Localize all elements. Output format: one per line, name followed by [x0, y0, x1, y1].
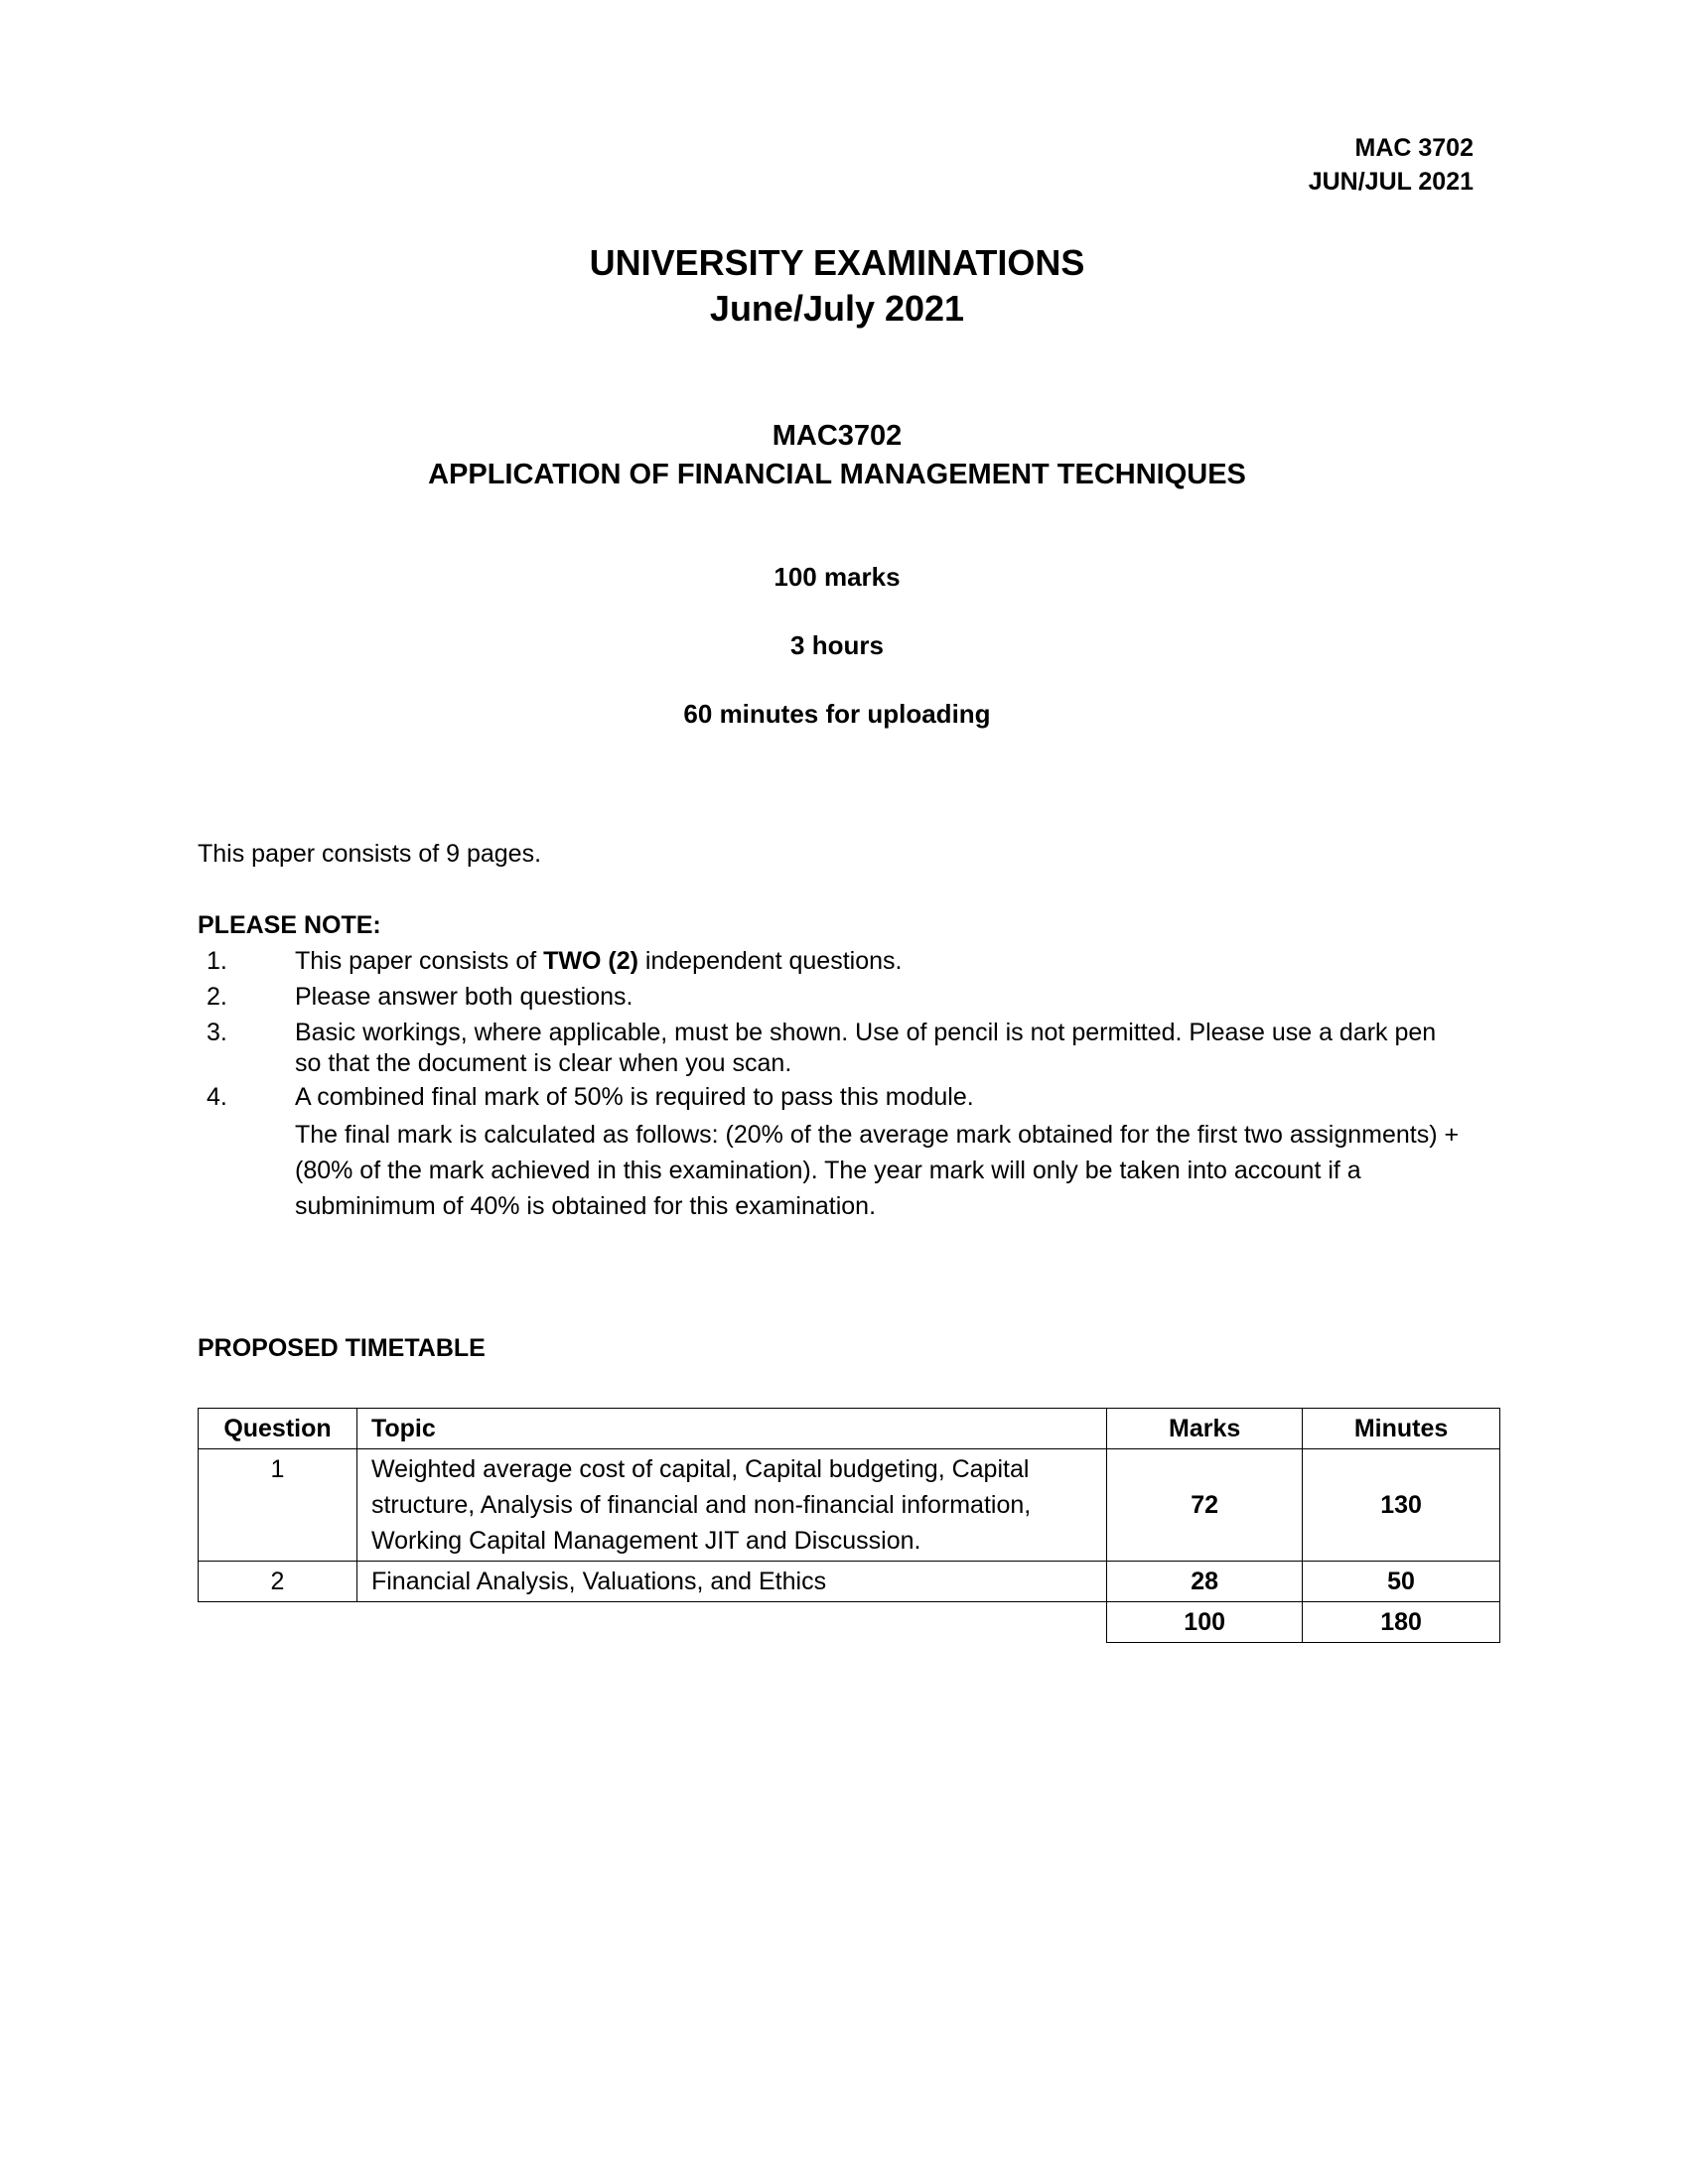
table-header-row — [199, 1409, 1500, 1449]
module-code: MAC3702 — [772, 420, 903, 452]
minutes: 130 — [1303, 1449, 1500, 1562]
note-text: Please answer both questions. — [295, 983, 633, 1011]
question-number: 1 — [199, 1449, 357, 1562]
table-row — [199, 1449, 1500, 1562]
note-text: Basic workings, where applicable, must be shown. Use of pencil is not permitted. Please use a dark pen so that the document is clear when you scan. — [295, 1019, 1437, 1077]
module-info — [0, 417, 1674, 494]
note-emphasis: TWO (2) — [543, 947, 638, 975]
total-marks: 100 marks — [774, 562, 901, 592]
col-header-minutes: Minutes — [1303, 1409, 1500, 1449]
minutes: 50 — [1303, 1562, 1500, 1602]
note-text: A combined final mark of 50% is required to pass this module. — [295, 1083, 974, 1111]
note-item — [198, 1079, 1486, 1224]
col-header-marks: Marks — [1107, 1409, 1303, 1449]
total-row — [199, 1602, 1500, 1643]
note-item — [198, 1015, 1447, 1079]
pages-note: This paper consists of 9 pages. — [198, 840, 542, 868]
header-module-code: MAC 3702 — [1354, 134, 1474, 162]
note-text: This paper consists of — [295, 947, 544, 975]
timetable-table — [198, 1408, 1500, 1643]
header-session: JUN/JUL 2021 — [1308, 168, 1474, 196]
document-header — [1309, 131, 1474, 199]
note-number: 2. — [207, 983, 227, 1011]
title-line2: June/July 2021 — [709, 288, 965, 329]
note-text: independent questions. — [637, 947, 903, 975]
col-header-question: Question — [199, 1409, 357, 1449]
note-number: 1. — [207, 947, 227, 975]
please-note-section — [198, 907, 1488, 1224]
empty-cell — [199, 1602, 357, 1643]
module-name: APPLICATION OF FINANCIAL MANAGEMENT TECHNIQUES — [428, 459, 1246, 490]
note-list — [198, 943, 1488, 1224]
empty-cell — [356, 1602, 1106, 1643]
note-item — [198, 943, 1488, 979]
total-minutes-cell: 180 — [1303, 1602, 1500, 1643]
total-marks-cell: 100 — [1107, 1602, 1303, 1643]
topic: Weighted average cost of capital, Capital budgeting, Capital structure, Analysis of financial and non-financial information, Working Capital Management JIT and Discussion. — [356, 1449, 1106, 1562]
marks: 28 — [1107, 1562, 1303, 1602]
final-mark-explanation: The final mark is calculated as follows: (20% of the average mark obtained for the first two assignments) + (80% of the mark achieved in this examination). The year mark will only be taken into account if a subminimum of 40% is obtained for this examination. — [295, 1121, 1460, 1220]
upload-time: 60 minutes for uploading — [683, 699, 991, 729]
exam-duration: 3 hours — [790, 630, 884, 660]
timetable-heading: PROPOSED TIMETABLE — [198, 1334, 486, 1362]
title-line1: UNIVERSITY EXAMINATIONS — [589, 242, 1085, 283]
col-header-topic: Topic — [356, 1409, 1106, 1449]
question-number: 2 — [199, 1562, 357, 1602]
note-item — [198, 979, 1488, 1015]
note-number: 4. — [207, 1083, 227, 1111]
table-row — [199, 1562, 1500, 1602]
marks: 72 — [1107, 1449, 1303, 1562]
note-number: 3. — [207, 1019, 227, 1046]
topic: Financial Analysis, Valuations, and Ethics — [356, 1562, 1106, 1602]
exam-title — [0, 240, 1674, 332]
please-note-heading: PLEASE NOTE: — [198, 911, 381, 939]
